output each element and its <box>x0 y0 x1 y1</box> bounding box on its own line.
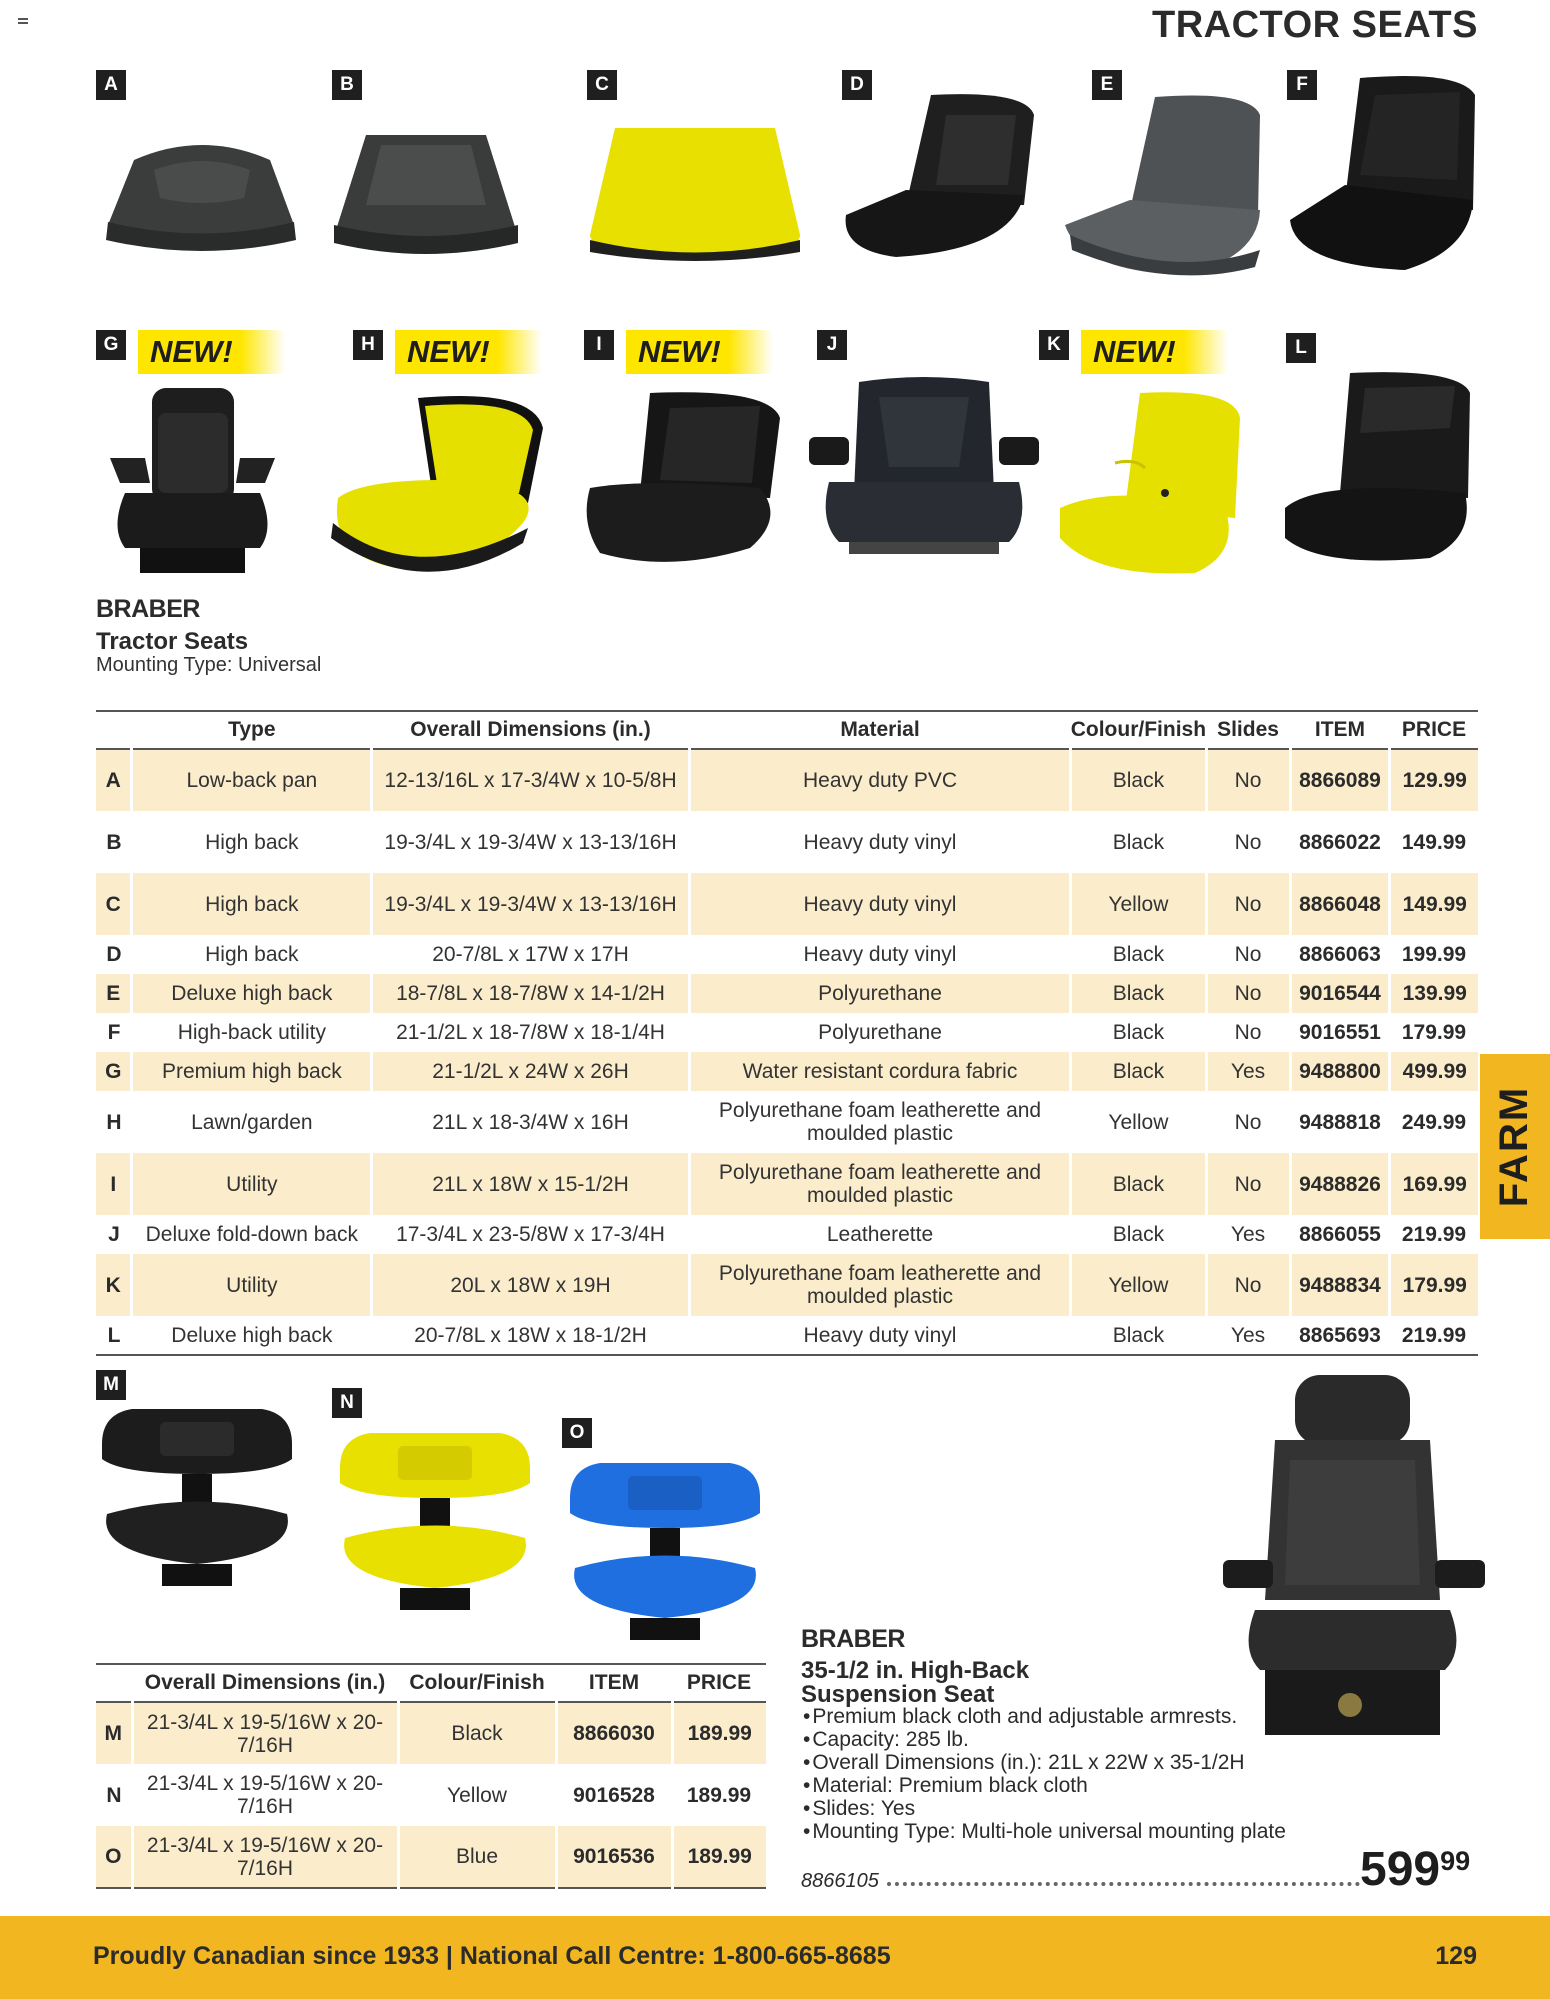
row-price: 139.99 <box>1390 974 1478 1013</box>
row-price: 499.99 <box>1390 1052 1478 1091</box>
row-colour: Black <box>398 1702 556 1764</box>
row-material: Polyurethane <box>689 974 1070 1013</box>
row-colour: Black <box>1071 1052 1206 1091</box>
table-row[interactable] <box>96 1826 766 1888</box>
row-price: 219.99 <box>1390 1316 1478 1355</box>
table-row[interactable] <box>96 1254 1478 1316</box>
row-dimensions: 20-7/8L x 17W x 17H <box>432 943 629 966</box>
letter-badge: M <box>96 1370 126 1400</box>
row-price: 249.99 <box>1401 1110 1467 1134</box>
row-type: Deluxe fold-down back <box>145 1223 359 1246</box>
row-slides: No <box>1234 1110 1262 1134</box>
row-material: Polyurethane foam leatherette and moulded plastic <box>689 1153 1070 1215</box>
row-colour: Black <box>1071 1316 1206 1355</box>
low-back-pan-seat-image <box>94 130 310 260</box>
row-code: C <box>96 873 132 935</box>
row-item-number: 8866048 <box>1290 873 1390 935</box>
row-type: High back <box>205 943 299 966</box>
row-price: 189.99 <box>686 1783 752 1807</box>
row-dimensions: 21L x 18W x 15-1/2H <box>372 1153 690 1215</box>
featured-title-line2: Suspension Seat <box>801 1681 995 1708</box>
row-code: F <box>107 1021 121 1044</box>
lawn-garden-yellow-seat-image <box>323 388 553 588</box>
row-material: Polyurethane foam leatherette and moulded plastic <box>689 1254 1070 1316</box>
header-code <box>96 711 132 749</box>
suspension-seat-image <box>1215 1370 1490 1760</box>
table-row[interactable] <box>96 873 1478 935</box>
row-type: High back <box>132 873 372 935</box>
row-item-number: 8866022 <box>1299 830 1381 854</box>
row-item-number: 9488818 <box>1299 1110 1381 1134</box>
row-dimensions: 21L x 18-3/4W x 16H <box>432 1110 629 1134</box>
row-material: Heavy duty vinyl <box>803 830 957 854</box>
row-code: I <box>96 1153 132 1215</box>
letter-badge: N <box>332 1388 362 1418</box>
row-slides: No <box>1206 749 1290 811</box>
row-price: 179.99 <box>1401 1021 1467 1044</box>
row-price: 149.99 <box>1390 873 1478 935</box>
row-type: Lawn/garden <box>191 1110 313 1134</box>
header-code <box>96 1664 132 1702</box>
row-item-number: 9016536 <box>556 1826 672 1888</box>
row-type: Deluxe high back <box>132 1316 372 1355</box>
row-type: High back <box>205 830 299 854</box>
row-dimensions: 12-13/16L x 17-3/4W x 10-5/8H <box>372 749 690 811</box>
row-dimensions: 21-3/4L x 19-5/16W x 20-7/16H <box>132 1826 398 1888</box>
row-dimensions: 17-3/4L x 23-5/8W x 17-3/4H <box>396 1223 665 1246</box>
row-item-number: 9016528 <box>573 1783 655 1807</box>
row-colour: Blue <box>398 1826 556 1888</box>
header-item: ITEM <box>1290 711 1390 749</box>
letter-badge: F <box>1287 70 1317 100</box>
row-item-number: 8866055 <box>1299 1223 1381 1246</box>
letter-badge: D <box>842 70 872 100</box>
row-code: E <box>96 974 132 1013</box>
letter-badge: A <box>96 70 126 100</box>
header-item: ITEM <box>556 1664 672 1702</box>
row-dimensions: 19-3/4L x 19-3/4W x 13-13/16H <box>372 873 690 935</box>
table-header-row <box>96 711 1478 749</box>
row-code: K <box>96 1254 132 1316</box>
row-item-number: 8866030 <box>556 1702 672 1764</box>
row-slides: Yes <box>1230 1223 1266 1246</box>
page-number: 129 <box>1435 1942 1477 1970</box>
letter-badge: C <box>587 70 617 100</box>
row-code: G <box>96 1052 132 1091</box>
letter-badge: K <box>1039 330 1069 360</box>
table-row[interactable] <box>96 1091 1478 1153</box>
row-colour: Black <box>1071 974 1206 1013</box>
row-slides: No <box>1234 943 1262 966</box>
row-item-number: 9016544 <box>1290 974 1390 1013</box>
footer-contact: Proudly Canadian since 1933 | National Call Centre: 1-800-665-8685 <box>93 1942 891 1970</box>
feature-item: • Capacity: 285 lb. <box>801 1728 1361 1751</box>
row-colour: Yellow <box>1071 1254 1206 1316</box>
row-colour: Black <box>1112 943 1165 966</box>
deluxe-high-back-seat-image <box>1060 85 1270 285</box>
row-dimensions: 19-3/4L x 19-3/4W x 13-13/16H <box>384 830 677 854</box>
row-price: 129.99 <box>1390 749 1478 811</box>
table-row[interactable] <box>96 749 1478 811</box>
high-back-utility-seat-image <box>1285 70 1480 275</box>
row-price: 179.99 <box>1390 1254 1478 1316</box>
row-type: Low-back pan <box>132 749 372 811</box>
row-code: D <box>106 943 122 966</box>
row-item-number: 9488826 <box>1290 1153 1390 1215</box>
table-row[interactable] <box>96 1702 766 1764</box>
row-code: H <box>106 1110 122 1134</box>
table-row[interactable] <box>96 1052 1478 1091</box>
row-colour: Yellow <box>1071 873 1206 935</box>
featured-title-line1: 35-1/2 in. High-Back <box>801 1657 1030 1684</box>
row-colour: Yellow <box>447 1783 507 1807</box>
row-material: Heavy duty PVC <box>689 749 1070 811</box>
new-badge: NEW! <box>395 330 542 374</box>
row-price: 169.99 <box>1390 1153 1478 1215</box>
row-item-number: 8866089 <box>1290 749 1390 811</box>
price-dollars: 599 <box>1360 1843 1441 1896</box>
feature-item: • Overall Dimensions (in.): 21L x 22W x 35-1/2H <box>801 1751 1361 1774</box>
row-price: 189.99 <box>672 1702 766 1764</box>
row-price: 189.99 <box>672 1826 766 1888</box>
row-code: N <box>106 1783 122 1807</box>
table-row[interactable] <box>96 1215 1478 1254</box>
header-colour: Colour/Finish <box>1071 711 1206 749</box>
row-material: Water resistant cordura fabric <box>689 1052 1070 1091</box>
high-back-black-seat-image <box>326 125 526 265</box>
letter-badge: O <box>562 1418 592 1448</box>
letter-badge: B <box>332 70 362 100</box>
dot-leader <box>887 1882 1360 1886</box>
row-code: L <box>96 1316 132 1355</box>
footer-bar <box>0 1916 1550 1999</box>
row-material: Heavy duty vinyl <box>803 943 957 966</box>
letter-badge: G <box>96 330 126 360</box>
row-item-number: 8866063 <box>1299 943 1381 966</box>
corner-mark <box>18 18 28 24</box>
row-material: Polyurethane foam leatherette and moulded plastic <box>718 1099 1042 1145</box>
header-colour: Colour/Finish <box>398 1664 556 1702</box>
new-badge: NEW! <box>138 330 285 374</box>
table-row[interactable] <box>96 1153 1478 1215</box>
row-price: 149.99 <box>1401 830 1467 854</box>
letter-badge: H <box>353 330 383 360</box>
row-colour: Black <box>1112 830 1165 854</box>
table-row[interactable] <box>96 935 1478 974</box>
featured-brand-logo: BRABER <box>801 1625 905 1653</box>
letter-badge: E <box>1092 70 1122 100</box>
row-code: O <box>96 1826 132 1888</box>
row-dimensions: 20-7/8L x 18W x 18-1/2H <box>372 1316 690 1355</box>
row-code: J <box>108 1223 120 1246</box>
header-type: Type <box>132 711 372 749</box>
row-dimensions: 21-3/4L x 19-5/16W x 20-7/16H <box>132 1702 398 1764</box>
row-material: Heavy duty vinyl <box>689 1316 1070 1355</box>
tractor-pan-seats-table <box>96 1663 766 1889</box>
tractor-pan-yellow-seat-image <box>330 1418 540 1618</box>
high-back-yellow-seat-image <box>585 120 805 270</box>
table-row[interactable] <box>96 1013 1478 1052</box>
row-slides: No <box>1206 1254 1290 1316</box>
header-material: Material <box>689 711 1070 749</box>
row-price: 199.99 <box>1401 943 1467 966</box>
row-code: M <box>96 1702 132 1764</box>
premium-high-back-seat-image <box>100 383 285 578</box>
row-colour: Black <box>1112 1021 1165 1044</box>
row-slides: No <box>1206 974 1290 1013</box>
header-price: PRICE <box>672 1664 766 1702</box>
row-item-number: 8865693 <box>1290 1316 1390 1355</box>
row-colour: Yellow <box>1108 1110 1169 1134</box>
section-title: Tractor Seats <box>96 628 249 655</box>
header-slides: Slides <box>1206 711 1290 749</box>
row-dimensions: 18-7/8L x 18-7/8W x 14-1/2H <box>372 974 690 1013</box>
utility-black-seat-image <box>580 388 790 578</box>
row-item-number: 9488800 <box>1290 1052 1390 1091</box>
tractor-pan-black-seat-image <box>92 1394 302 1594</box>
row-code: B <box>106 830 122 854</box>
section-subtitle: Mounting Type: Universal <box>96 654 322 676</box>
table-row[interactable] <box>96 974 1478 1013</box>
table-row[interactable] <box>96 1764 766 1826</box>
row-item-number: 9488834 <box>1290 1254 1390 1316</box>
page-title: TRACTOR SEATS <box>1152 4 1478 46</box>
deluxe-fold-down-back-seat-image <box>809 372 1039 572</box>
feature-item: • Premium black cloth and adjustable armrests. <box>801 1705 1361 1728</box>
row-slides: No <box>1234 830 1262 854</box>
row-dimensions: 21-1/2L x 24W x 26H <box>372 1052 690 1091</box>
row-slides: No <box>1206 1153 1290 1215</box>
row-type: Deluxe high back <box>132 974 372 1013</box>
row-colour: Black <box>1071 1153 1206 1215</box>
tractor-seats-table <box>96 710 1478 1356</box>
new-badge: NEW! <box>1081 330 1228 374</box>
header-dimensions: Overall Dimensions (in.) <box>132 1664 398 1702</box>
header-dimensions: Overall Dimensions (in.) <box>372 711 690 749</box>
letter-badge: L <box>1286 333 1316 363</box>
row-material: Polyurethane <box>818 1021 942 1044</box>
row-type: High-back utility <box>177 1021 326 1044</box>
featured-feature-list <box>801 1705 1361 1843</box>
feature-item: • Mounting Type: Multi-hole universal mounting plate <box>801 1820 1361 1843</box>
table-row[interactable] <box>96 811 1478 873</box>
row-colour: Black <box>1112 1223 1165 1246</box>
row-type: Premium high back <box>132 1052 372 1091</box>
letter-badge: J <box>817 330 847 360</box>
table-row[interactable] <box>96 1316 1478 1355</box>
letter-badge: I <box>584 330 614 360</box>
side-tab-label: FARM <box>1492 1085 1537 1208</box>
row-price: 219.99 <box>1401 1223 1467 1246</box>
side-tab-farm[interactable] <box>1480 1054 1550 1239</box>
row-slides: No <box>1206 873 1290 935</box>
table-header-row <box>96 1664 766 1702</box>
row-dimensions: 21-1/2L x 18-7/8W x 18-1/4H <box>396 1021 665 1044</box>
row-material: Heavy duty vinyl <box>689 873 1070 935</box>
brand-logo: BRABER <box>96 595 200 623</box>
tractor-pan-blue-seat-image <box>560 1448 770 1648</box>
feature-item: • Slides: Yes <box>801 1797 1361 1820</box>
row-slides: Yes <box>1206 1052 1290 1091</box>
deluxe-high-back-l-seat-image <box>1280 368 1480 583</box>
feature-item: • Material: Premium black cloth <box>801 1774 1361 1797</box>
row-dimensions: 20L x 18W x 19H <box>372 1254 690 1316</box>
row-dimensions: 21-3/4L x 19-5/16W x 20-7/16H <box>146 1772 384 1818</box>
row-type: Utility <box>132 1254 372 1316</box>
featured-sku: 8866105 <box>801 1870 879 1892</box>
utility-yellow-seat-image <box>1055 388 1245 583</box>
high-back-black-seat-d-image <box>836 85 1046 270</box>
row-material: Leatherette <box>826 1223 934 1246</box>
row-code: A <box>96 749 132 811</box>
new-badge: NEW! <box>626 330 773 374</box>
price-cents: 99 <box>1440 1846 1471 1876</box>
header-price: PRICE <box>1390 711 1478 749</box>
row-colour: Black <box>1071 749 1206 811</box>
row-slides: Yes <box>1206 1316 1290 1355</box>
row-item-number: 9016551 <box>1299 1021 1381 1044</box>
featured-price <box>1360 1842 1470 1897</box>
row-slides: No <box>1234 1021 1262 1044</box>
row-type: Utility <box>132 1153 372 1215</box>
